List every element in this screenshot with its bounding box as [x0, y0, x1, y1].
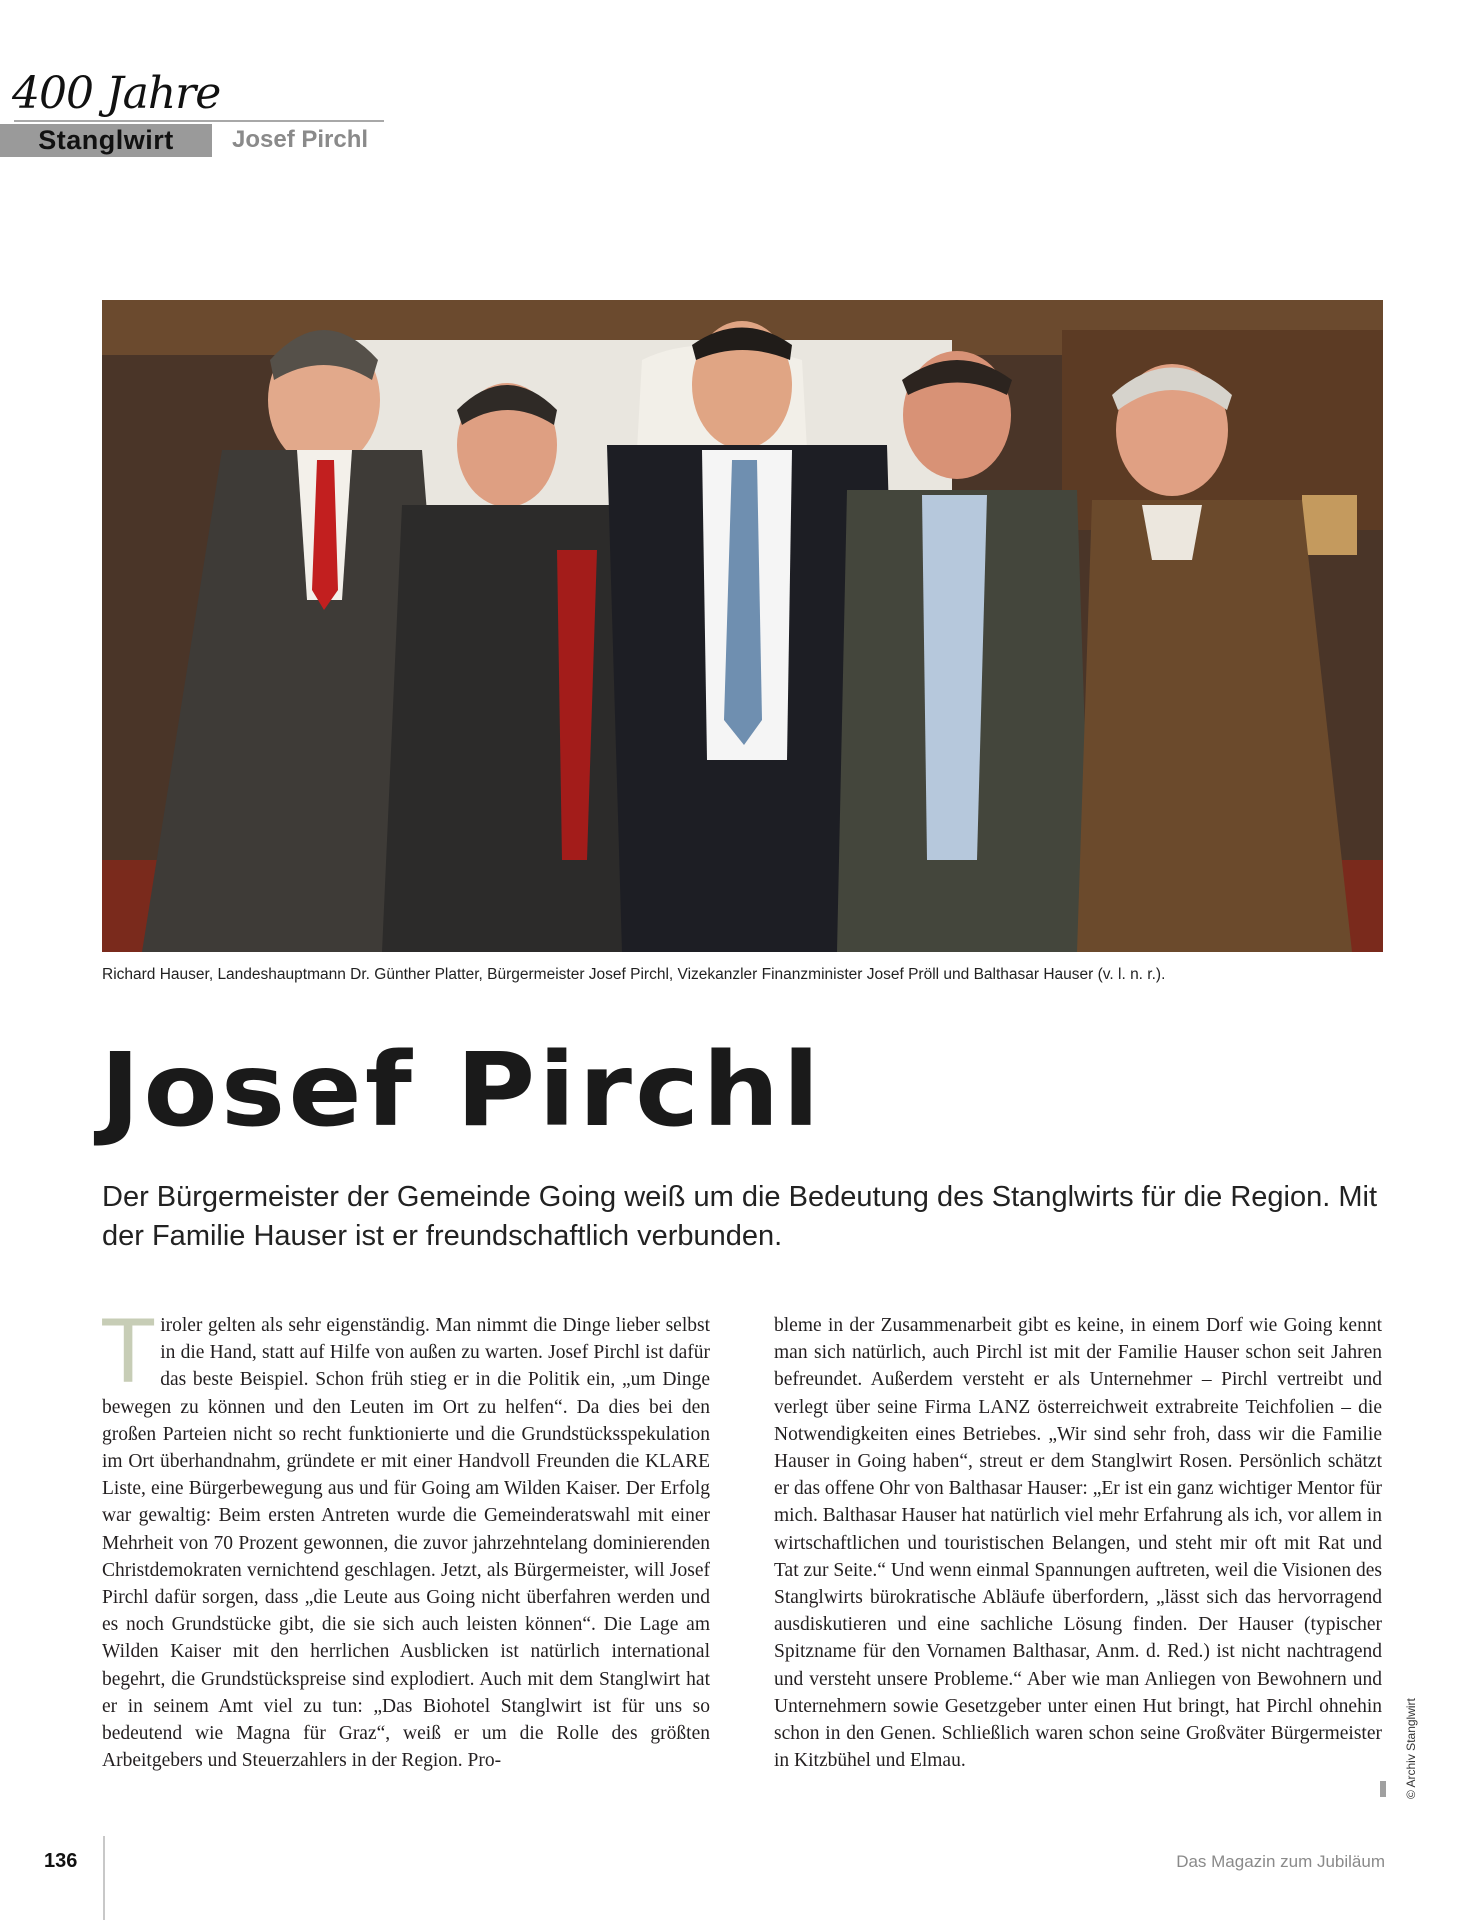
photo-credit: © Archiv Stanglwirt [1404, 1698, 1418, 1799]
article-lead: Der Bürgermeister der Gemeinde Going weiß um die Bedeutung des Stanglwirts für die Region. Mit der Familie Hauser ist er freundschaftlich verbunden. [102, 1181, 1377, 1252]
article-headline: Josef Pirchl [100, 1031, 823, 1150]
photo-illustration [102, 300, 1383, 952]
brand-box [0, 124, 212, 157]
article-column-right [774, 1312, 1382, 1774]
brand-name: Stanglwirt [38, 125, 174, 155]
page-number: 136 [44, 1850, 78, 1872]
footer-rule [103, 1836, 105, 1920]
article-column-left [100, 1300, 710, 1774]
header-rule [14, 120, 384, 122]
section-name: Josef Pirchl [232, 126, 369, 153]
photo-caption: Richard Hauser, Landeshauptmann Dr. Günther Platter, Bürgermeister Josef Pirchl, Vizekanzler Finanzminister Josef Pröll und Balthasar Hauser (v. l. n. r.). [102, 966, 1166, 983]
header-script-title: 400 Jahre [12, 68, 221, 119]
end-mark-bar [1380, 1781, 1386, 1797]
footer-magazine-title: Das Magazin zum Jubiläum [1176, 1852, 1385, 1871]
drop-cap: T [100, 1300, 157, 1402]
column-left-text: iroler gelten als sehr eigenständig. Man nimmt die Dinge lieber selbst in die Hand, statt auf Hilfe von außen zu warten. Josef Pirchl ist dafür das beste Beispiel. Schon früh stieg er in die Politik ein, „um Dinge bewegen zu können und den Leuten im Ort zu helfen“. Da dies bei den großen Parteien nicht so recht funktionierte und die Grundstücksspekulation im Ort überhandnahm, gründete er mit einer Handvoll Freunden die KLARE Liste, eine Bürgerbewegung aus und für Going am Wilden Kaiser. Der Erfolg war gewaltig: Beim ersten Antreten wurde die Gemeinderatswahl mit einer Mehrheit von 70 Prozent gewonnen, die zuvor jahrzehntelang dominierenden Christdemokraten vernichtend geschlagen. Jetzt, als Bürgermeister, will Josef Pirchl dafür sorgen, dass „die Leute aus Going nicht überfahren werden und es noch Grundstücke gibt, die sie sich auch leisten können“. Die Lage am Wilden Kaiser mit den herrlichen Ausblicken ist natürlich international begehrt, die Grundstückspreise sind explodiert. Auch mit dem Stanglwirt hat er in seinem Amt viel zu tun: „Das Biohotel Stanglwirt ist für uns so bedeutend wie Magna für Graz“, weiß er um die Rolle des größten Arbeitgebers und Steuerzahlers in der Region. Pro- [102, 1315, 710, 1772]
article-end-mark [1374, 1780, 1386, 1798]
group-photo [102, 300, 1383, 952]
column-right-text: bleme in der Zusammenarbeit gibt es keine, in einem Dorf wie Going kennt man sich natürlich, auch Pirchl ist mit der Familie Hauser schon seit Jahren befreundet. Außerdem versteht er als Unternehmer – Pirchl vertreibt und verlegt über seine Firma LANZ österreichweit extrabreite Teichfolien – die Notwendigkeiten eines Betriebes. „Wir sind sehr froh, dass wir die Familie Hauser in Going haben“, streut er dem Stanglwirt Rosen. Persönlich schätzt er das offene Ohr von Balthasar Hauser: „Er ist ein ganz wichtiger Mentor für mich. Balthasar Hauser hat natürlich viel mehr Erfahrung als ich, vor allem in wirtschaftlichen und touristischen Belangen, und steht mir oft mit Rat und Tat zur Seite.“ Und wenn einmal Spannungen auftreten, weil die Visionen des Stanglwirts bürokratische Abläufe überfordern, „lässt sich das hervorragend ausdiskutieren und eine sachliche Lösung finden. Der Hauser (typischer Spitzname für den Vornamen Balthasar, Anm. d. Red.) ist nicht nachtragend und versteht unsere Probleme.“ Aber wie man Anliegen von Bewohnern und Unternehmern sowie Gesetzgeber unter einen Hut bringt, hat Pirchl ohnehin schon in den Genen. Schließlich waren schon seine Großväter Bürgermeister in Kitzbühel und Elmau. [774, 1315, 1382, 1772]
